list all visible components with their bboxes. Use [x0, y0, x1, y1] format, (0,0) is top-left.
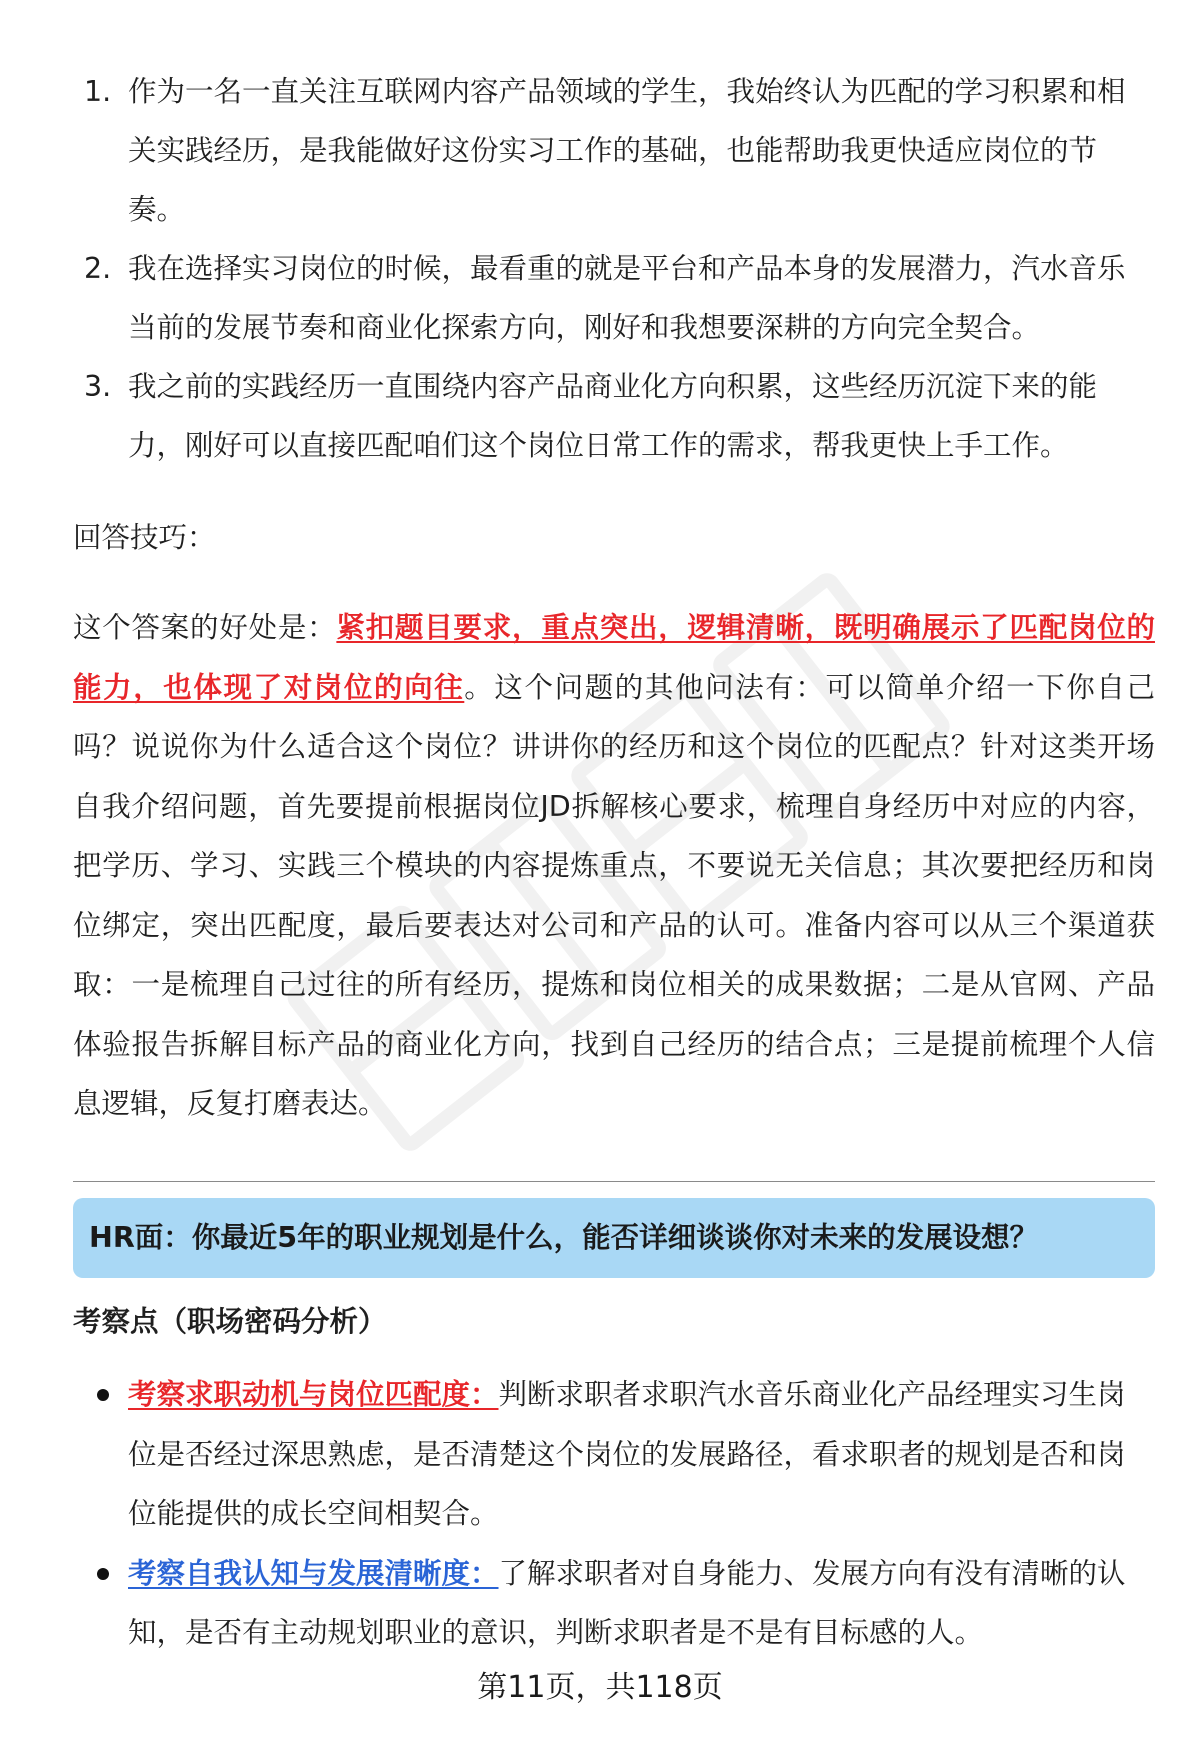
question-box	[73, 1198, 1155, 1278]
analysis-title: 考察点（职场密码分析）	[73, 1305, 387, 1338]
page-number: 第11页，共118页	[477, 1670, 723, 1705]
analysis-point	[0, 1544, 1200, 1663]
question-text: HR面：你最近5年的职业规划是什么，能否详细谈谈你对未来的发展设想？	[89, 1221, 1039, 1254]
answer-item	[0, 239, 1200, 357]
answer-item	[0, 357, 1200, 475]
answer-text: 作为一名一直关注互联网内容产品领域的学生，我始终认为匹配的学习积累和相关实践经历，是我能做好这份实习工作的基础，也能帮助我更快适应岗位的节奏。	[128, 75, 1126, 226]
analysis-keyword: 考察自我认知与发展清晰度：	[128, 1556, 499, 1590]
answer-number: 2.	[84, 252, 112, 285]
analysis-text: 判断求职者求职汽水音乐商业化产品经理实习生岗位是否经过深思熟虑，是否清楚这个岗位的发展路径，看求职者的规划是否和岗位能提供的成长空间相契合。	[128, 1378, 1126, 1530]
tips-paragraph	[73, 598, 1155, 1134]
analysis-list	[0, 1365, 1200, 1663]
answer-number: 1.	[84, 75, 112, 108]
analysis-text: 了解求职者对自身能力、发展方向有没有清晰的认知，是否有主动规划职业的意识，判断求职者是不是有目标感的人。	[128, 1556, 1126, 1649]
tips-lead: 这个答案的好处是：	[73, 611, 337, 644]
section-divider	[73, 1181, 1155, 1182]
tips-highlight: 紧扣题目要求，重点突出，逻辑清晰，既明确展示了匹配岗位的能力，也体现了对岗位的向往	[73, 611, 1155, 704]
answer-number: 3.	[84, 370, 112, 403]
analysis-point	[0, 1365, 1200, 1544]
tips-body: 。这个问题的其他问法有：可以简单介绍一下你自己吗？说说你为什么适合这个岗位？讲讲你的经历和这个岗位的匹配点？针对这类开场自我介绍问题，首先要提前根据岗位JD拆解核心要求，梳理自身经历中对应的内容，把学历、学习、实践三个模块的内容提炼重点，不要说无关信息；其次要把经历和岗位绑定，突出匹配度，最后要表达对公司和产品的认可。准备内容可以从三个渠道获取：一是梳理自己过往的所有经历，提炼和岗位相关的成果数据；二是从官网、产品体验报告拆解目标产品的商业化方向，找到自己经历的结合点；三是提前梳理个人信息逻辑，反复打磨表达。	[73, 670, 1155, 1120]
tips-label: 回答技巧：	[73, 521, 216, 554]
bullet-dot-icon	[97, 1389, 109, 1401]
analysis-keyword: 考察求职动机与岗位匹配度：	[128, 1378, 499, 1411]
answer-text: 我之前的实践经历一直围绕内容产品商业化方向积累，这些经历沉淀下来的能力，刚好可以直接匹配咱们这个岗位日常工作的需求，帮我更快上手工作。	[128, 370, 1098, 462]
answer-text: 我在选择实习岗位的时候，最看重的就是平台和产品本身的发展潜力，汽水音乐当前的发展节奏和商业化探索方向，刚好和我想要深耕的方向完全契合。	[128, 252, 1126, 344]
answer-item	[0, 62, 1200, 239]
answer-list	[0, 62, 1200, 475]
bullet-dot-icon	[97, 1568, 109, 1580]
